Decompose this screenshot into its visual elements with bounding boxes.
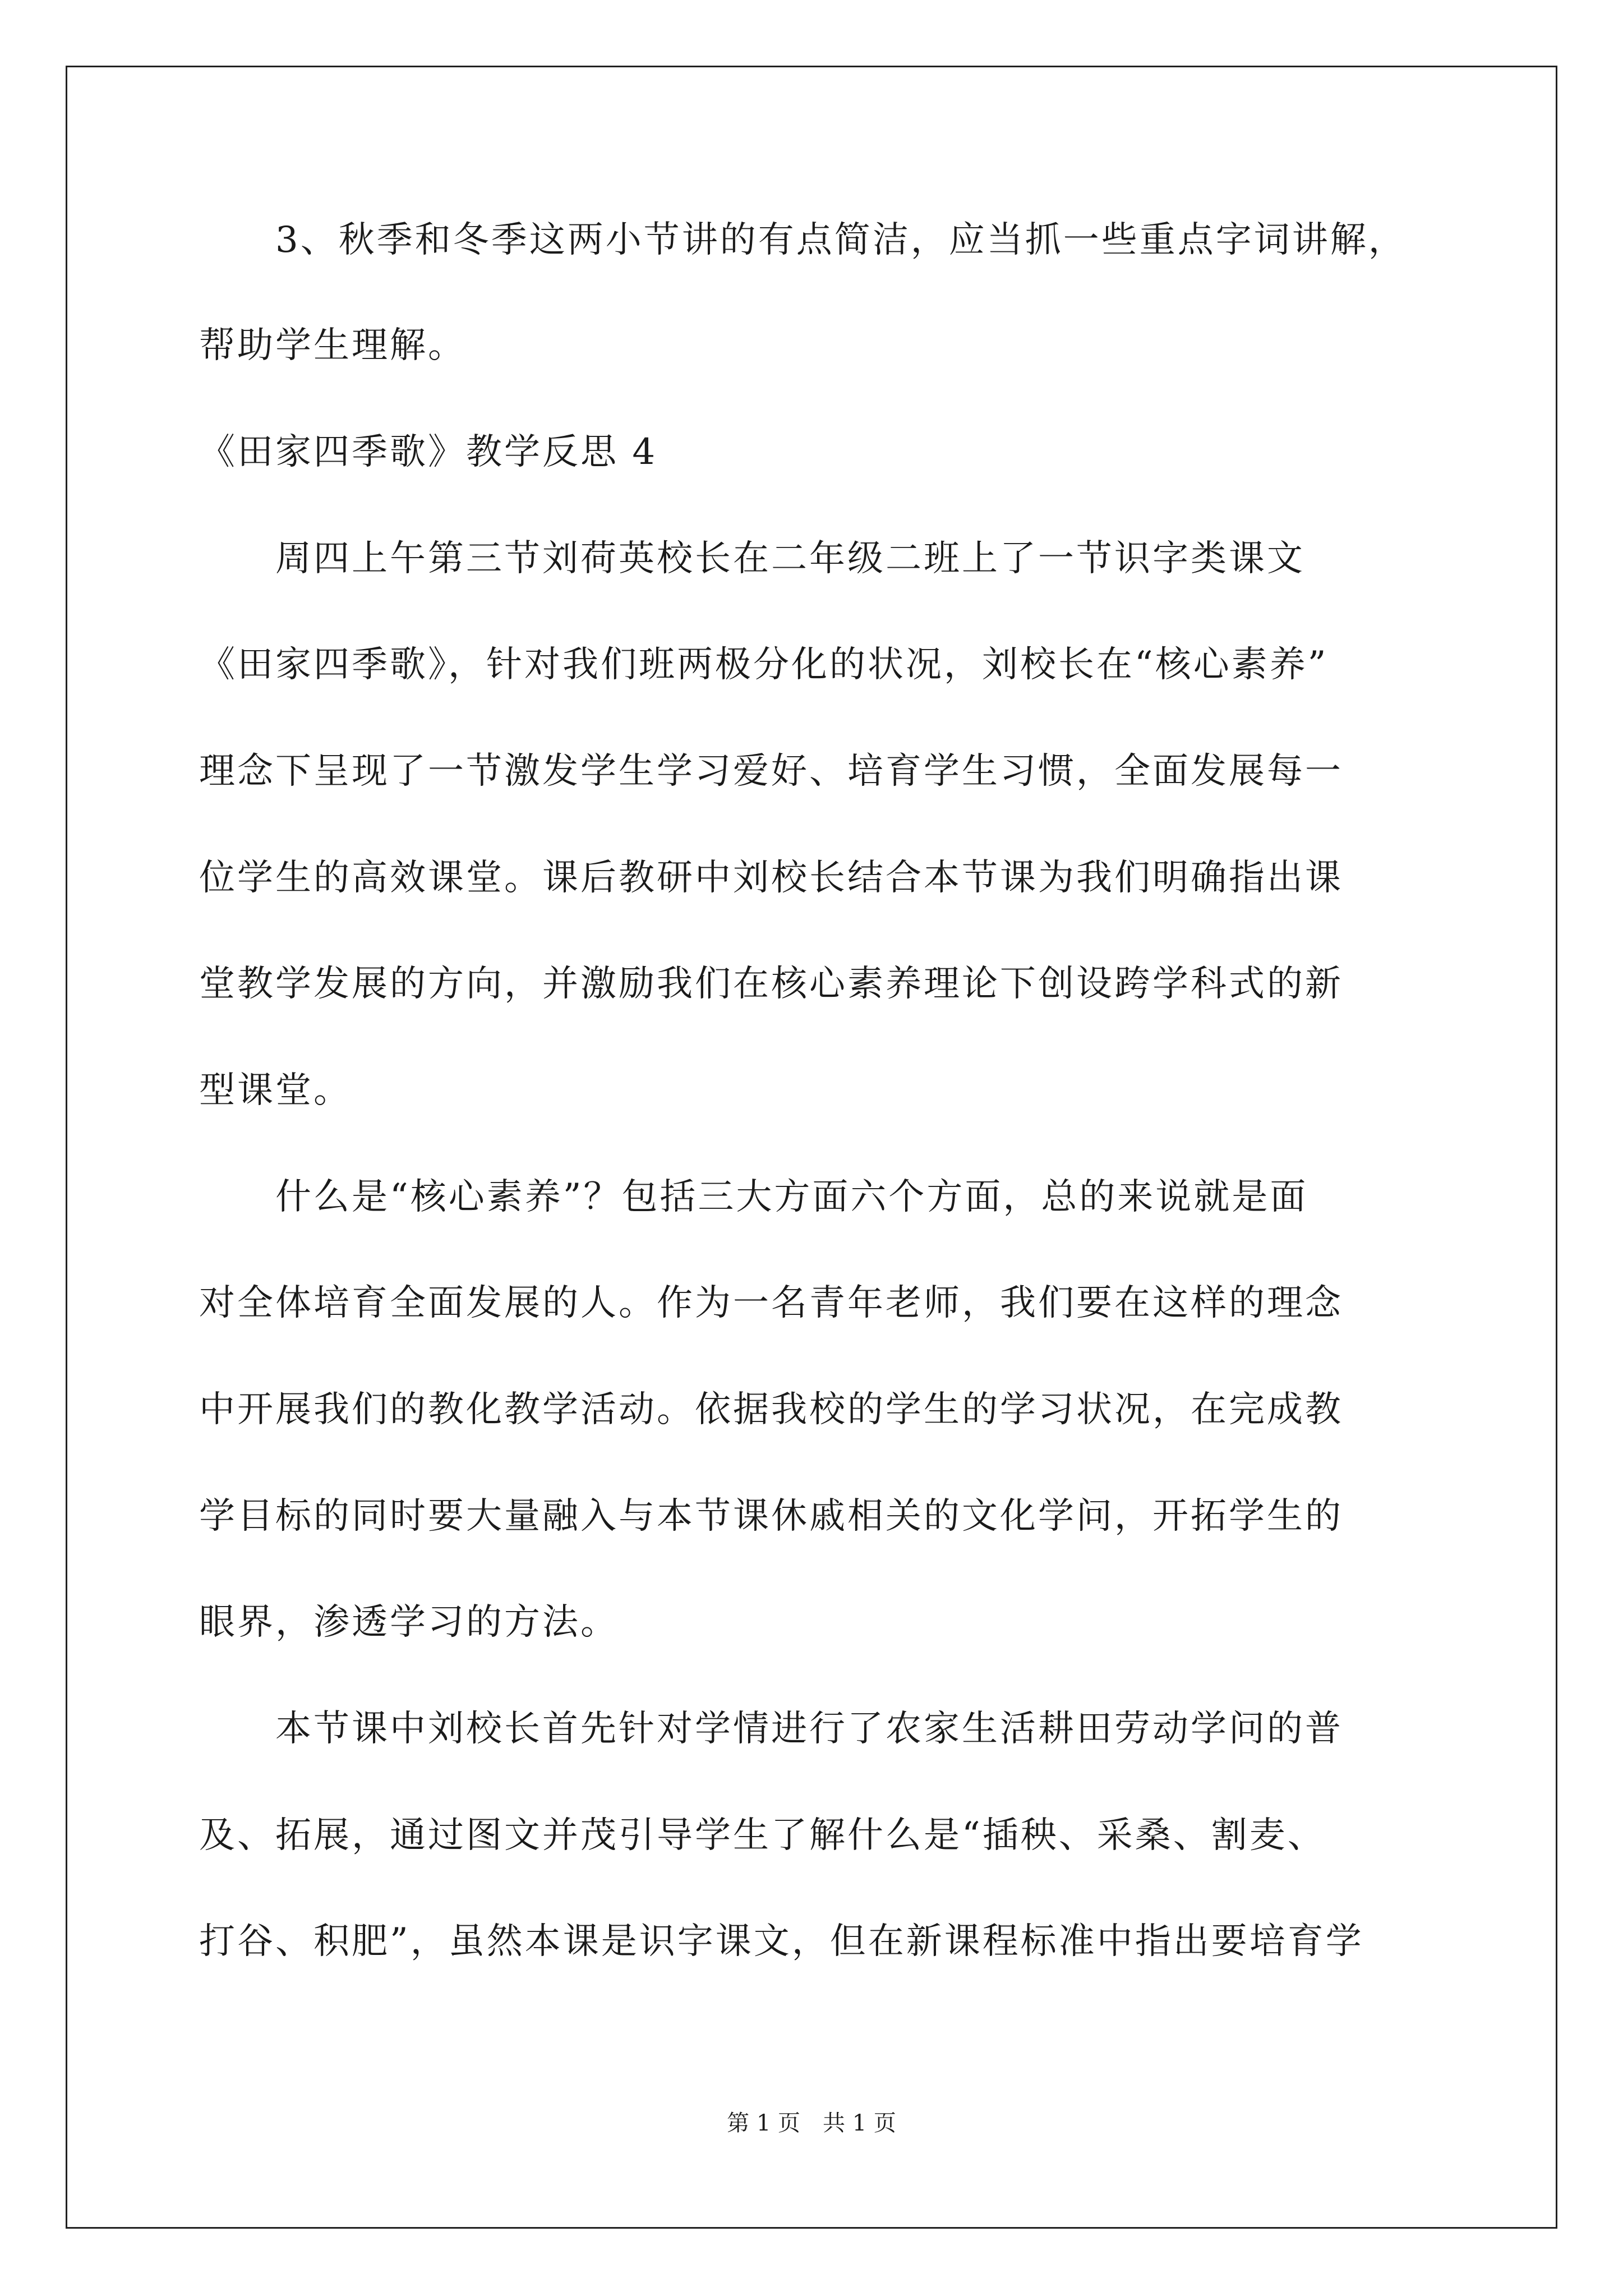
paragraph-line: 周四上午第三节刘荷英校长在二年级二班上了一节识字类课文 — [199, 538, 1305, 579]
paragraph-line: 对全体培育全面发展的人。作为一名青年老师，我们要在这样的理念 — [199, 1282, 1343, 1324]
paragraph-line: 学目标的同时要大量融入与本节课休戚相关的文化学问，开拓学生的 — [199, 1496, 1343, 1537]
page-border — [66, 66, 1557, 2229]
paragraph-line: 位学生的高效课堂。课后教研中刘校长结合本节课为我们明确指出课 — [199, 857, 1343, 899]
section-heading: 《田家四季歌》教学反思 4 — [199, 431, 658, 473]
paragraph-line: 中开展我们的教化教学活动。依据我校的学生的学习状况，在完成教 — [199, 1389, 1343, 1430]
paragraph-line: 理念下呈现了一节激发学生学习爱好、培育学生习惯，全面发展每一 — [199, 751, 1343, 792]
paragraph-line: 3、秋季和冬季这两小节讲的有点简洁，应当抓一些重点字词讲解， — [199, 219, 1407, 261]
paragraph-line: 本节课中刘校长首先针对学情进行了农家生活耕田劳动学问的普 — [199, 1708, 1343, 1750]
paragraph-line: 眼界，渗透学习的方法。 — [199, 1602, 619, 1643]
paragraph-line: 帮助学生理解。 — [199, 325, 466, 366]
paragraph-line: 打谷、积肥”，虽然本课是识字课文，但在新课程标准中指出要培育学 — [199, 1921, 1364, 1962]
paragraph-line: 《田家四季歌》，针对我们班两极分化的状况，刘校长在“核心素养” — [199, 644, 1329, 685]
paragraph-line: 及、拓展，通过图文并茂引导学生了解什么是“插秧、采桑、割麦、 — [199, 1815, 1326, 1856]
paragraph-line: 型课堂。 — [199, 1070, 352, 1111]
paragraph-line: 什么是“核心素养”？包括三大方面六个方面，总的来说就是面 — [199, 1176, 1308, 1218]
paragraph-line: 堂教学发展的方向，并激励我们在核心素养理论下创设跨学科式的新 — [199, 963, 1343, 1005]
page-number-footer: 第 1 页 共 1 页 — [727, 2110, 896, 2136]
